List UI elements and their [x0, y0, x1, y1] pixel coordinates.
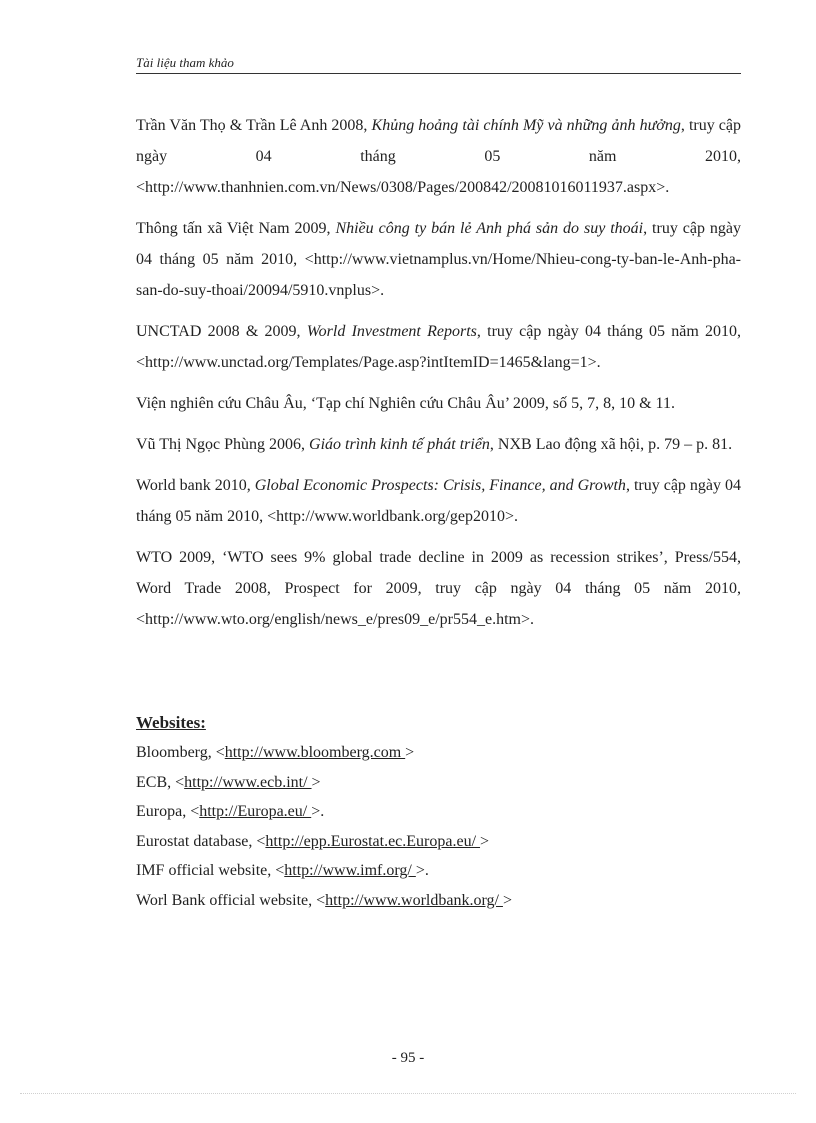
- website-item: Eurostat database, <http://epp.Eurostat.ec.Europa.eu/ >: [136, 832, 490, 850]
- page-number: - 95 -: [391, 1050, 425, 1066]
- reference-title: Nhiều công ty bán lẻ Anh phá sản do suy thoái: [335, 220, 644, 237]
- website-item: IMF official website, <http://www.imf.org/ >.: [136, 862, 429, 880]
- reference-title: Khủng hoảng tài chính Mỹ và những ảnh hưởng: [371, 117, 681, 134]
- website-item: Worl Bank official website, <http://www.worldbank.org/ >: [136, 891, 512, 909]
- reference-list: [136, 110, 741, 645]
- website-link[interactable]: http://Europa.eu/: [199, 803, 312, 821]
- page-edge-divider: [20, 1093, 796, 1094]
- reference-title: World Investment Reports: [306, 323, 477, 340]
- reference-entry: Trần Văn Thọ & Trần Lê Anh 2008, Khủng hoảng tài chính Mỹ và những ảnh hưởng, truy cập ngày 04 tháng 05 năm 2010, <http://www.thanhnien.com.vn/News/0308/Pages/200842/20081016011937.aspx>.: [136, 117, 742, 196]
- reference-title: Global Economic Prospects: Crisis, Finance, and Growth: [254, 477, 626, 494]
- reference-entry: WTO 2009, ‘WTO sees 9% global trade decline in 2009 as recession strikes’, Press/554, Word Trade 2008, Prospect for 2009, truy cập ngày 04 tháng 05 năm 2010, <http://www.wto.org/english/news_e/pres09_e/pr554_e.htm>.: [136, 549, 741, 628]
- reference-title: Giáo trình kinh tế phát triển: [309, 436, 490, 453]
- reference-entry: Thông tấn xã Việt Nam 2009, Nhiều công ty bán lẻ Anh phá sản do suy thoái, truy cập ngày 04 tháng 05 năm 2010, <http://www.vietnamplus.vn/Home/Nhieu-cong-ty-ban-le-Anh-pha-san-do-suy-thoai/20094/5910.vnplus>.: [136, 220, 742, 299]
- website-link[interactable]: http://www.bloomberg.com: [224, 744, 406, 761]
- website-link[interactable]: http://www.ecb.int/: [184, 773, 312, 791]
- website-link[interactable]: http://www.imf.org/: [284, 862, 416, 880]
- reference-entry: World bank 2010, Global Economic Prospects: Crisis, Finance, and Growth, truy cập ngày 04 tháng 05 năm 2010, <http://www.worldbank.org/gep2010>.: [136, 477, 742, 525]
- website-item: Bloomberg, <http://www.bloomberg.com >: [136, 744, 415, 761]
- website-item: Europa, <http://Europa.eu/ >.: [136, 803, 325, 821]
- reference-entry: Viện nghiên cứu Châu Âu, ‘Tạp chí Nghiên cứu Châu Âu’ 2009, số 5, 7, 8, 10 & 11.: [136, 395, 675, 412]
- website-link[interactable]: http://www.worldbank.org/: [325, 891, 503, 909]
- running-header: [136, 55, 741, 74]
- websites-heading: Websites:: [136, 713, 206, 732]
- header-title: Tài liệu tham khảo: [136, 55, 234, 70]
- reference-entry: UNCTAD 2008 & 2009, World Investment Reports, truy cập ngày 04 tháng 05 năm 2010, <http://www.unctad.org/Templates/Page.asp?intItemID=1465&lang=1>.: [136, 323, 741, 371]
- website-link[interactable]: http://epp.Eurostat.ec.Europa.eu/: [265, 832, 481, 850]
- reference-entry: Vũ Thị Ngọc Phùng 2006, Giáo trình kinh tế phát triển, NXB Lao động xã hội, p. 79 – p. 81.: [136, 436, 733, 453]
- websites-section: [136, 710, 741, 916]
- website-item: ECB, <http://www.ecb.int/ >: [136, 773, 321, 791]
